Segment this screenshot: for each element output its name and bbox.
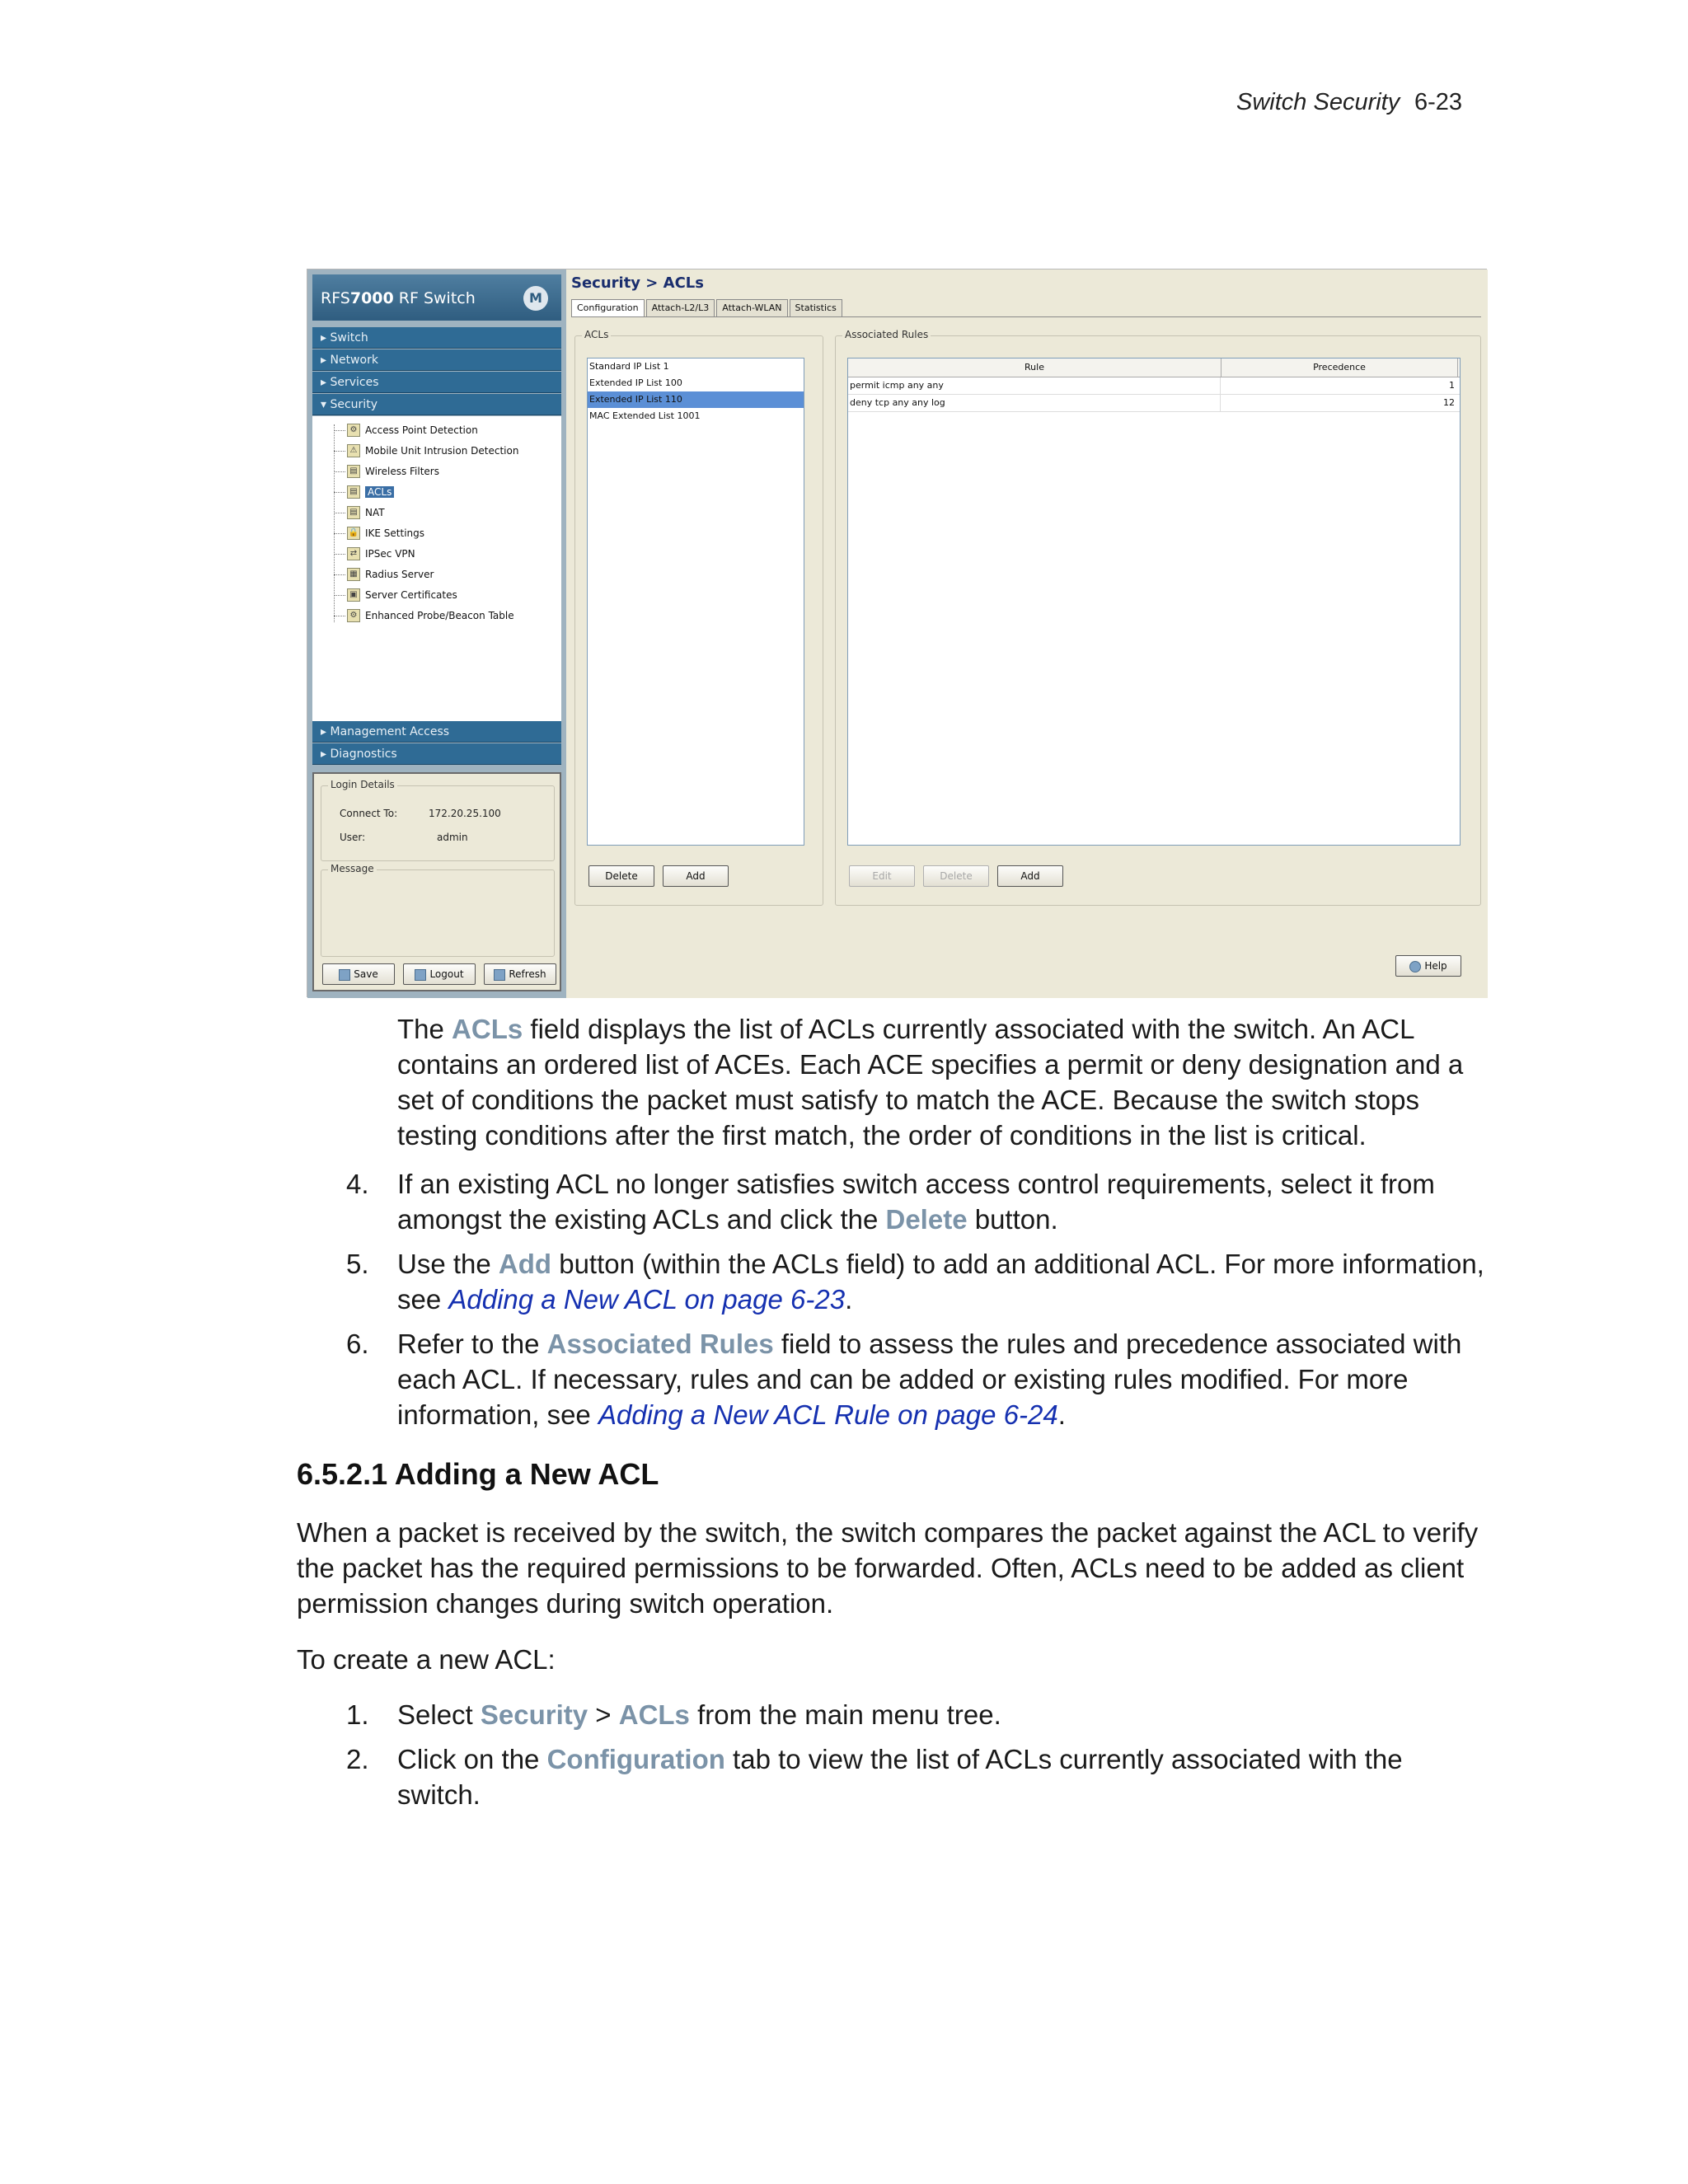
ui-term-add: Add (498, 1249, 552, 1279)
new-acl-step-2 (397, 1741, 1485, 1812)
tree-item-server-certificates[interactable] (334, 586, 457, 604)
refresh-icon (494, 969, 505, 981)
motorola-logo-icon: M (523, 286, 548, 311)
server-icon: ▦ (347, 568, 360, 581)
text-run: If an existing ACL no longer satisfies switch access control requirements, select it from amongst the existing ACLs and click the (397, 1169, 1435, 1235)
tree-label: Enhanced Probe/Beacon Table (365, 610, 514, 621)
step-5-text (397, 1246, 1485, 1317)
ui-term-configuration: Configuration (546, 1744, 725, 1774)
save-icon (339, 969, 350, 981)
connect-value: 172.20.25.100 (429, 808, 501, 819)
procedure-lead-in: To create a new ACL: (297, 1644, 556, 1675)
ui-term-security: Security (480, 1699, 588, 1730)
header-section-title: Switch Security (1236, 89, 1400, 115)
menu-label: Switch (330, 331, 368, 344)
lock-icon: 🔒 (347, 527, 360, 540)
tab-attach-wlan[interactable]: Attach-WLAN (716, 299, 787, 317)
step-number: 2. (346, 1744, 369, 1774)
acl-add-button[interactable]: Add (663, 865, 729, 887)
refresh-label: Refresh (509, 968, 546, 980)
acl-list-item-selected[interactable]: Extended IP List 110 (588, 391, 804, 408)
acls-group-title: ACLs (582, 329, 611, 340)
save-label: Save (354, 968, 378, 980)
left-panel (307, 269, 566, 998)
rules-table-header (848, 359, 1460, 377)
text-run: button (within the ACLs field) to add an additional ACL. For more information, see (397, 1249, 1484, 1315)
rule-edit-button[interactable]: Edit (849, 865, 915, 887)
rule-delete-button[interactable]: Delete (923, 865, 989, 887)
text-run: > (588, 1699, 619, 1730)
rule-cell: permit icmp any any (848, 377, 1221, 394)
help-icon (1409, 961, 1421, 972)
acl-list-item[interactable]: MAC Extended List 1001 (589, 410, 701, 421)
section-heading: 6.5.2.1 Adding a New ACL (297, 1457, 659, 1491)
step-number: 1. (346, 1699, 369, 1730)
text-run: The (397, 1014, 452, 1044)
step-6-text (397, 1326, 1485, 1432)
tab-bar (571, 299, 844, 317)
tree-item-enhanced-probe-beacon-table[interactable] (334, 607, 514, 625)
mu-intrusion-icon: ⚠ (347, 444, 360, 457)
menu-services[interactable]: ▸ Services (312, 372, 561, 393)
menu-label: Network (330, 354, 378, 367)
tree-item-nat[interactable] (334, 504, 385, 522)
tree-item-mu-intrusion-detection[interactable] (334, 442, 518, 460)
tree-label: Mobile Unit Intrusion Detection (365, 445, 519, 457)
tree-label: Access Point Detection (365, 424, 478, 436)
save-button[interactable] (322, 963, 395, 985)
refresh-button[interactable] (484, 963, 556, 985)
rules-table-row[interactable] (848, 395, 1460, 412)
certificate-icon: ▣ (347, 588, 360, 602)
step-number: 5. (346, 1249, 369, 1279)
tree-item-access-point-detection[interactable] (334, 421, 478, 439)
table-icon: ⚙ (347, 609, 360, 622)
header-page-number: 6-23 (1414, 89, 1463, 115)
menu-security[interactable]: ▾ Security (312, 394, 561, 415)
tree-item-wireless-filters[interactable] (334, 462, 439, 480)
menu-management-access[interactable]: ▸ Management Access (312, 721, 561, 743)
user-value: admin (437, 832, 468, 843)
associated-rules-group (835, 329, 1481, 906)
new-acl-step-1 (397, 1697, 1485, 1732)
rules-table-row[interactable] (848, 377, 1460, 395)
text-run: Use the (397, 1249, 499, 1279)
tab-configuration[interactable]: Configuration (571, 299, 645, 317)
brand-model: 7000 (349, 289, 394, 307)
text-run: tab to view the list of ACLs currently associated with the switch. (397, 1744, 1403, 1810)
acl-list-item[interactable]: Standard IP List 1 (589, 361, 669, 372)
logout-icon (415, 969, 426, 981)
acls-field-paragraph (397, 1011, 1485, 1153)
rules-group-title: Associated Rules (842, 329, 931, 340)
text-run: Select (397, 1699, 481, 1730)
intro-paragraph: When a packet is received by the switch, the switch compares the packet against the ACL to verify the packet has the required permissions to be forwarded. Often, ACLs need to be added as client permission changes during switch operation. (297, 1517, 1479, 1619)
menu-label: Services (330, 376, 379, 389)
tab-underline (571, 316, 1481, 317)
precedence-cell: 12 (1443, 397, 1455, 408)
tree-label: IKE Settings (365, 527, 425, 539)
filter-icon: ▤ (347, 465, 360, 478)
step-number: 6. (346, 1329, 369, 1359)
menu-diagnostics[interactable]: ▸ Diagnostics (312, 743, 561, 765)
tree-label: Radius Server (365, 569, 434, 580)
acl-list-item[interactable]: Extended IP List 100 (589, 377, 682, 388)
column-precedence[interactable]: Precedence (1221, 359, 1458, 377)
rule-cell: deny tcp any any log (848, 395, 1221, 411)
text-run: from the main menu tree. (689, 1699, 1001, 1730)
text-run: . (845, 1284, 853, 1315)
menu-label: Management Access (330, 725, 450, 738)
security-tree (312, 416, 561, 721)
login-details-group (321, 779, 555, 861)
tab-attach-l2-l3[interactable]: Attach-L2/L3 (646, 299, 715, 317)
rules-table[interactable] (847, 358, 1461, 846)
menu-label: Diagnostics (330, 748, 397, 761)
acl-delete-button[interactable]: Delete (588, 865, 654, 887)
tree-label: Wireless Filters (365, 466, 439, 477)
nat-icon: ▤ (347, 506, 360, 519)
text-run: Click on the (397, 1744, 547, 1774)
content-panel (566, 269, 1488, 998)
link-adding-new-acl[interactable]: Adding a New ACL on page 6-23 (448, 1284, 846, 1315)
tree-item-ike-settings[interactable] (334, 524, 424, 542)
help-label: Help (1424, 960, 1447, 972)
user-label: User: (340, 832, 366, 843)
tab-statistics[interactable]: Statistics (790, 299, 842, 317)
precedence-cell: 1 (1449, 380, 1455, 391)
help-button[interactable] (1395, 955, 1461, 977)
ui-term-acls: ACLs (618, 1699, 690, 1730)
logout-label: Logout (429, 968, 464, 980)
acl-icon: ▤ (347, 485, 360, 499)
tree-label: IPSec VPN (365, 548, 415, 560)
ap-detect-icon: ⚙ (347, 424, 360, 437)
ui-term-associated-rules: Associated Rules (546, 1329, 774, 1359)
brand-suffix: RF Switch (393, 289, 476, 307)
ui-term-acls: ACLs (452, 1014, 523, 1044)
acls-group (574, 329, 823, 906)
rule-add-button[interactable]: Add (997, 865, 1063, 887)
tree-item-radius-server[interactable] (334, 565, 434, 583)
link-adding-new-acl-rule[interactable]: Adding a New ACL Rule on page 6-24 (598, 1399, 1058, 1430)
vpn-icon: ⇄ (347, 547, 360, 560)
breadcrumb: Security > ACLs (571, 274, 704, 292)
logout-button[interactable] (403, 963, 476, 985)
column-rule[interactable]: Rule (848, 359, 1221, 377)
menu-switch[interactable]: ▸ Switch (312, 327, 561, 349)
text-run: field displays the list of ACLs currently associated with the switch. An ACL contains an ordered list of ACEs. Each ACE specifies a permit or deny designation and a set of conditions the packet must satisfy to match the ACE. Because the switch stops testing conditions after the first match, the order of conditions in the list is critical. (397, 1014, 1464, 1151)
tree-item-ipsec-vpn[interactable] (334, 545, 415, 563)
text-run: button. (967, 1204, 1058, 1235)
message-group (321, 863, 555, 957)
menu-network[interactable]: ▸ Network (312, 349, 561, 371)
message-title: Message (328, 863, 377, 874)
connect-label: Connect To: (340, 808, 398, 819)
text-run: Refer to the (397, 1329, 547, 1359)
acl-list[interactable] (587, 358, 804, 846)
tree-label: NAT (365, 507, 385, 518)
ui-term-delete: Delete (885, 1204, 968, 1235)
tree-item-acls[interactable] (334, 483, 394, 501)
tree-label: ACLs (365, 486, 394, 498)
login-details-title: Login Details (328, 779, 397, 790)
acls-screenshot (307, 269, 1487, 997)
app-brand (312, 274, 561, 321)
tree-label: Server Certificates (365, 589, 457, 601)
step-number: 4. (346, 1169, 369, 1199)
menu-label: Security (330, 398, 377, 411)
brand-prefix: RFS (321, 289, 350, 307)
login-details-panel (312, 772, 561, 991)
step-4-text (397, 1166, 1485, 1237)
text-run: . (1057, 1399, 1066, 1430)
text-run: field to assess the rules and precedence associated with each ACL. If necessary, rules and can be added or existing rules modified. For more information, see (397, 1329, 1462, 1430)
